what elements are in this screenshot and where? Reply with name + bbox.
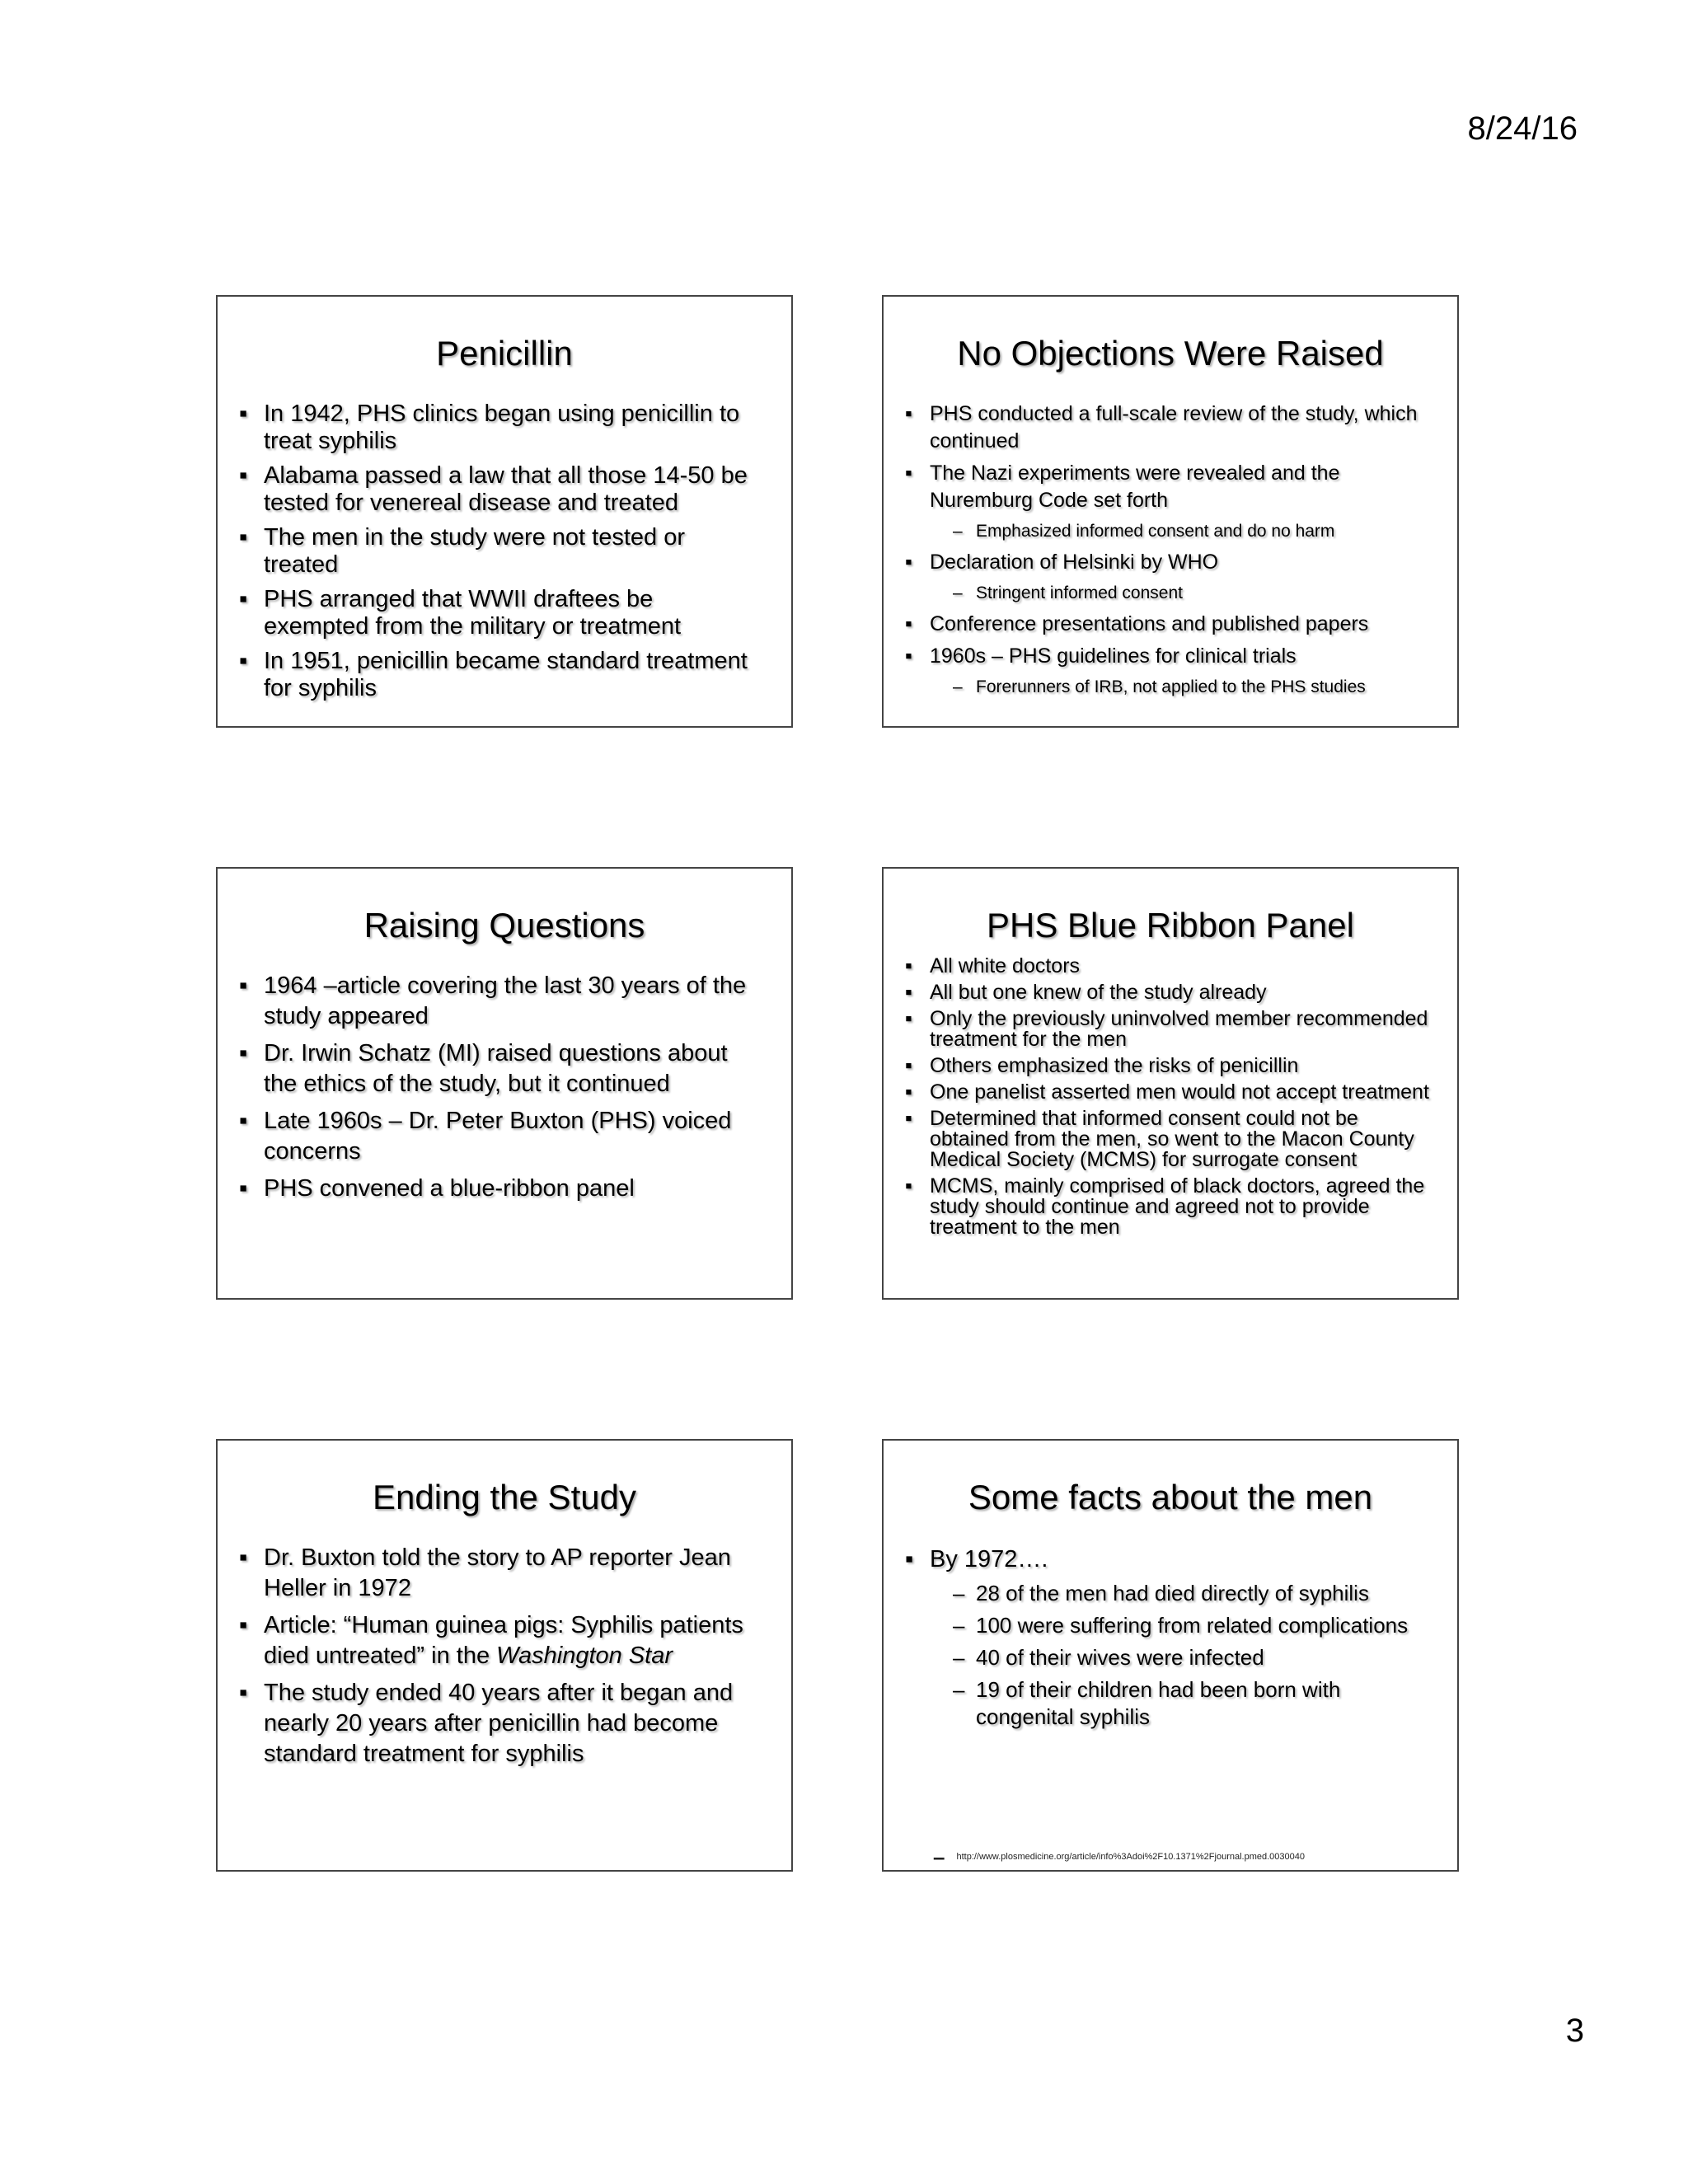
bullet-item: ▪ Late 1960s – Dr. Peter Buxton (PHS) voiced concerns	[264, 1106, 767, 1167]
slide-ending-the-study	[216, 1439, 793, 1872]
sub-bullet-text: Forerunners of IRB, not applied to the PHS studies	[976, 677, 1366, 696]
bullet-item: ▪ By 1972….	[930, 1544, 1432, 1575]
bullet-item: ▪ Alabama passed a law that all those 14-50 be tested for venereal disease and treated	[264, 462, 755, 517]
dash-marker: –	[933, 1844, 945, 1869]
sub-bullet-item	[930, 1644, 1432, 1671]
slide-title: Some facts about the men	[968, 1478, 1373, 1516]
dash-marker: –	[953, 1645, 965, 1670]
bullet-item: ▪ 1960s – PHS guidelines for clinical trials	[930, 643, 1424, 670]
bullet-text: Article: “Human guinea pigs: Syphilis patients died untreated” in the	[264, 1612, 743, 1669]
dash-marker: –	[953, 522, 963, 541]
bullet-item: ▪ The men in the study were not tested or treated	[264, 524, 755, 579]
bullet-item	[264, 1610, 767, 1671]
bullet-list	[930, 401, 1424, 700]
slide-title: No Objections Were Raised	[957, 334, 1384, 373]
sub-bullet-text: 40 of their wives were infected	[976, 1645, 1264, 1670]
bullet-item: ▪ PHS convened a blue-ribbon panel	[264, 1174, 767, 1204]
sub-bullet-text: Stringent informed consent	[976, 583, 1183, 602]
source-link[interactable]: http://www.plosmedicine.org/article/info%3Adoi%2F10.1371%2Fjournal.pmed.0030040	[956, 1851, 1305, 1862]
page-number: 3	[1565, 2013, 1584, 2049]
sub-bullet-text: 100 were suffering from related complications	[976, 1613, 1409, 1638]
bullet-item: ▪ In 1942, PHS clinics began using penicillin to treat syphilis	[264, 401, 755, 455]
dash-marker: –	[953, 677, 963, 696]
sub-bullet-item	[930, 581, 1424, 606]
bullet-item: ▪ PHS arranged that WWII draftees be exempted from the military or treatment	[264, 586, 755, 640]
bullet-item: ▪ Dr. Buxton told the story to AP reporter Jean Heller in 1972	[264, 1543, 767, 1604]
bullet-item: ▪ One panelist asserted men would not accept treatment	[930, 1082, 1432, 1103]
bullet-item: ▪ In 1951, penicillin became standard treatment for syphilis	[264, 648, 755, 702]
slide-no-objections	[882, 295, 1459, 728]
sub-bullet-text: 28 of the men had died directly of syphilis	[976, 1581, 1369, 1605]
bullet-item: ▪ The Nazi experiments were revealed and the Nuremburg Code set forth	[930, 460, 1424, 514]
newspaper-name: Washington Star	[496, 1643, 673, 1669]
bullet-item: ▪ Declaration of Helsinki by WHO	[930, 549, 1424, 576]
sub-bullet-text: Emphasized informed consent and do no harm	[976, 522, 1335, 541]
slide-penicillin	[216, 295, 793, 728]
bullet-item: ▪ All white doctors	[930, 956, 1432, 977]
bullet-item: ▪ All but one knew of the study already	[930, 982, 1432, 1003]
bullet-item: ▪ Others emphasized the risks of penicillin	[930, 1056, 1432, 1076]
bullet-item: ▪ Conference presentations and published papers	[930, 611, 1424, 638]
slide-raising-questions	[216, 867, 793, 1300]
dash-marker: –	[953, 1581, 965, 1605]
bullet-item: ▪ Determined that informed consent could not be obtained from the men, so went to the Macon County Medical Society (MCMS) for surrogate consent	[930, 1108, 1432, 1170]
bullet-list	[930, 1544, 1432, 1731]
sub-bullet-item	[930, 675, 1424, 700]
bullet-item: ▪ The study ended 40 years after it began and nearly 20 years after penicillin had become standard treatment for syphilis	[264, 1678, 767, 1769]
slide-blue-ribbon-panel	[882, 867, 1459, 1300]
dash-marker: –	[953, 1613, 965, 1638]
bullet-item: ▪ Only the previously uninvolved member recommended treatment for the men	[930, 1009, 1432, 1050]
sub-bullet-item	[930, 1580, 1432, 1607]
bullet-item: ▪ MCMS, mainly comprised of black doctors, agreed the study should continue and agreed not to provide treatment to the men	[930, 1176, 1432, 1238]
slide-title: Ending the Study	[373, 1478, 636, 1516]
slide-title: PHS Blue Ribbon Panel	[987, 906, 1354, 944]
page-date: 8/24/16	[1467, 110, 1578, 147]
sub-bullet-item	[930, 1612, 1432, 1639]
slide-title: Penicillin	[436, 334, 573, 373]
slide-facts-about-the-men	[882, 1439, 1459, 1872]
sub-bullet-item	[930, 519, 1424, 544]
dash-marker: –	[953, 1677, 965, 1702]
bullet-list	[264, 401, 755, 702]
source-footnote	[933, 1844, 1305, 1869]
bullet-list	[264, 1543, 767, 1769]
sub-bullet-text: 19 of their children had been born with congenital syphilis	[976, 1677, 1341, 1729]
sub-bullet-item	[930, 1676, 1432, 1731]
bullet-list	[264, 971, 767, 1204]
slide-title: Raising Questions	[363, 906, 645, 944]
dash-marker: –	[953, 583, 963, 602]
bullet-item: ▪ PHS conducted a full-scale review of the study, which continued	[930, 401, 1424, 455]
bullet-item: ▪ Dr. Irwin Schatz (MI) raised questions about the ethics of the study, but it continued	[264, 1038, 767, 1099]
bullet-list	[930, 956, 1432, 1238]
bullet-item: ▪ 1964 –article covering the last 30 years of the study appeared	[264, 971, 767, 1032]
